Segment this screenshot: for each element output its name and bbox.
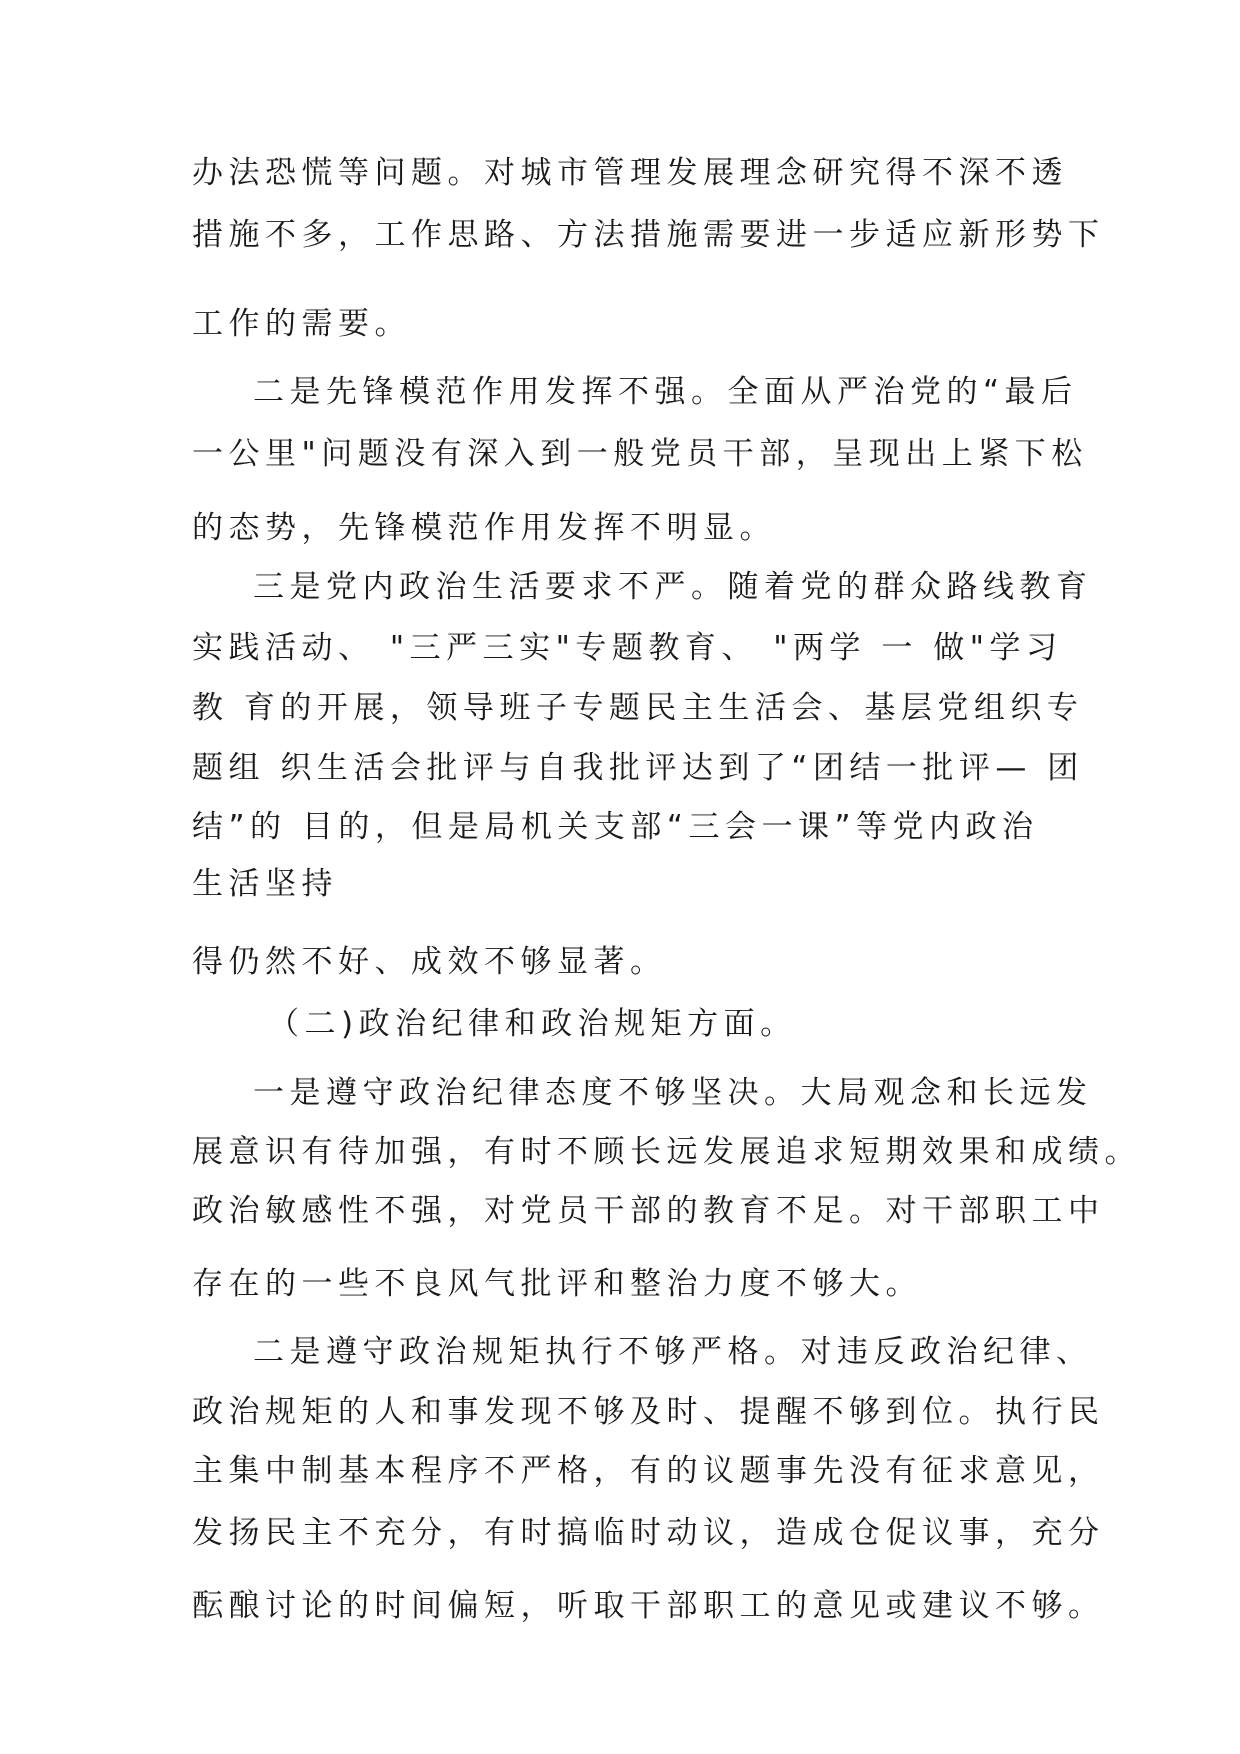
paragraph-start-line: 三是党内政治生活要求不严。随着党的群众路线教育 xyxy=(253,569,1093,605)
text-line: 存在的一些不良风气批评和整治力度不够大。 xyxy=(192,1266,922,1302)
text-line: 一公里"问题没有深入到一般党员干部，呈现出上紧下松 xyxy=(192,436,1088,472)
text-line: 政治敏感性不强，对党员干部的教育不足。对干部职工中 xyxy=(192,1193,1105,1229)
section-heading: （二)政治纪律和政治规矩方面。 xyxy=(268,1006,797,1042)
text-line: 展意识有待加强，有时不顾长远发展追求短期效果和成绩。 xyxy=(192,1134,1141,1170)
text-line: 教 育的开展，领导班子专题民主生活会、基层党组织专 xyxy=(192,690,1084,726)
text-line: 办法恐慌等问题。对城市管理发展理念研究得不深不透 xyxy=(192,155,1068,191)
text-line: 结”的 目的，但是局机关支部“三会一课”等党内政治 xyxy=(192,809,1039,845)
text-line: 酝酿讨论的时间偏短，听取干部职工的意见或建议不够。 xyxy=(192,1588,1105,1624)
text-line: 生活坚持 xyxy=(192,866,338,902)
text-line: 工作的需要。 xyxy=(192,306,411,342)
text-line: 得仍然不好、成效不够显著。 xyxy=(192,944,667,980)
text-line: 主集中制基本程序不严格，有的议题事先没有征求意见， xyxy=(192,1453,1105,1489)
paragraph-start-line: 二是先锋模范作用发挥不强。全面从严治党的“最后 xyxy=(253,374,1078,410)
text-line: 实践活动、 "三严三实"专题教育、 "两学 一 做"学习 xyxy=(192,630,1063,666)
paragraph-start-line: 一是遵守政治纪律态度不够坚决。大局观念和长远发 xyxy=(253,1075,1093,1111)
text-line: 措施不多，工作思路、方法措施需要进一步适应新形势下 xyxy=(192,217,1105,253)
text-line: 发扬民主不充分，有时搞临时动议，造成仓促议事，充分 xyxy=(192,1515,1105,1551)
text-line: 的态势，先锋模范作用发挥不明显。 xyxy=(192,510,776,546)
text-line: 政治规矩的人和事发现不够及时、提醒不够到位。执行民 xyxy=(192,1394,1105,1430)
paragraph-start-line: 二是遵守政治规矩执行不够严格。对违反政治纪律、 xyxy=(253,1334,1093,1370)
text-line: 题组 织生活会批评与自我批评达到了“团结一批评— 团 xyxy=(192,750,1084,786)
